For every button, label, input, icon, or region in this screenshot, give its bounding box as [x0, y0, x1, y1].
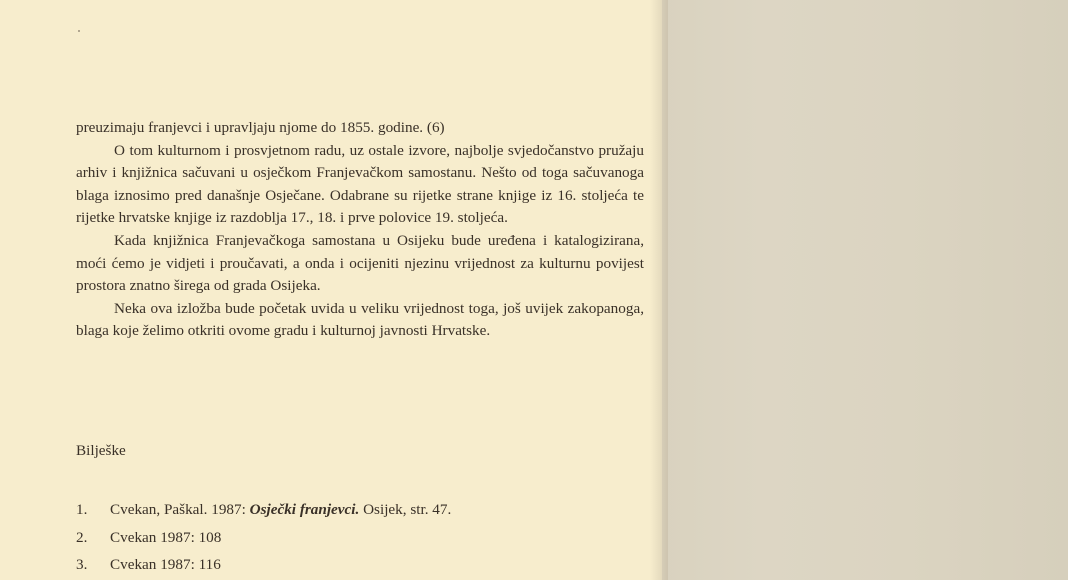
- page-gutter-shadow: [650, 0, 668, 580]
- paragraph-library: Kada knjižnica Franjevačkoga samostana u Osijeku bude uređena i katalogizirana, moći ćemo je vidjeti i proučavati, a onda i ocijeniti njezinu vrijednost za kulturnu povijest prostora znatno širega od grada Osijeka.: [76, 231, 644, 295]
- paragraph-continuation: preuzimaju franjevci i upravljaju njome do 1855. godine. (6): [76, 119, 445, 136]
- note-item: [76, 496, 636, 524]
- notes-heading: Bilješke: [76, 442, 126, 459]
- paragraph-archive: O tom kulturnom i prosvjetnom radu, uz ostale izvore, najbolje svjedočanstvo pružaju arhiv i knjižnica sačuvani u osječkom Franjevačkom samostanu. Nešto od toga sačuvanoga blaga iznosimo pred današnje Osječane. Odabrane su rijetke strane knjige iz 16. stoljeća te rijetke hrvatske knjige iz razdoblja 17., 18. i prve polovice 19. stoljeća.: [76, 141, 644, 227]
- note-text: Cvekan 1987: 116: [110, 556, 221, 573]
- body-text: [76, 117, 644, 343]
- note-number: 2.: [76, 528, 88, 546]
- note-item: [76, 524, 636, 552]
- note-number: 3.: [76, 556, 88, 573]
- note-item: [76, 551, 636, 579]
- note-text: Cvekan, Paškal. 1987:: [110, 501, 250, 518]
- right-page: [662, 0, 1068, 580]
- notes-list: [76, 496, 636, 579]
- note-book-title: Osječki franjevci.: [249, 501, 360, 518]
- paragraph-exhibition: Neka ova izložba bude početak uvida u veliku vrijednost toga, još uvijek zakopanoga, blaga koje želimo otkriti ovome gradu i kulturnoj javnosti Hrvatske.: [76, 299, 644, 340]
- note-text: Cvekan 1987: 108: [110, 528, 222, 546]
- note-number: 1.: [76, 501, 88, 518]
- paper-speck: [78, 30, 80, 32]
- note-text-tail: Osijek, str. 47.: [359, 501, 452, 518]
